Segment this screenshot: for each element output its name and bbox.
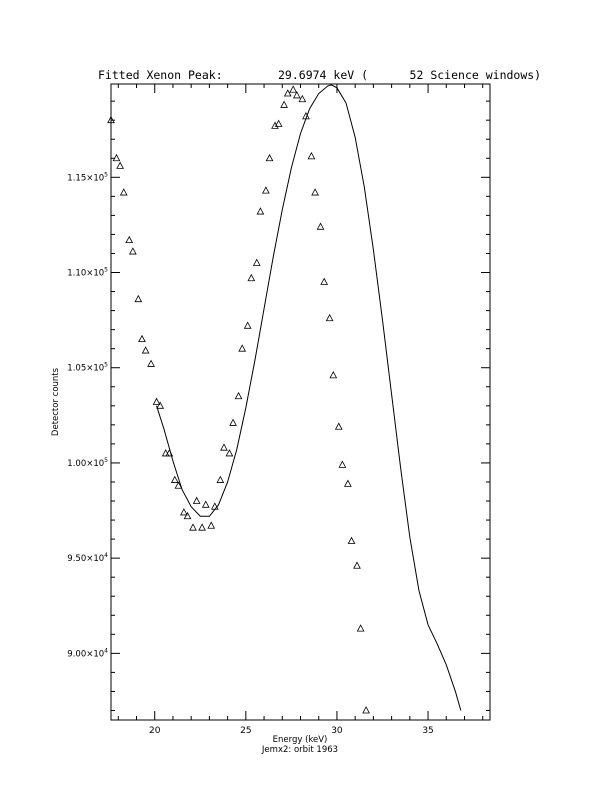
data-point — [190, 524, 196, 530]
axis-ticks — [111, 84, 490, 720]
data-point — [266, 155, 272, 161]
x-tick-label: 30 — [331, 726, 343, 736]
data-point — [294, 92, 300, 98]
data-point — [312, 189, 318, 195]
data-point — [248, 275, 254, 281]
data-point — [299, 96, 305, 102]
data-point — [345, 480, 351, 486]
chart-title: Fitted Xenon Peak: 29.6974 keV ( 52 Science windows) — [98, 68, 542, 82]
data-point — [130, 248, 136, 254]
data-point — [172, 477, 178, 483]
data-point — [184, 513, 190, 519]
y-tick-label: $9.00\times 10^4$ — [67, 647, 108, 660]
data-point — [221, 444, 227, 450]
data-point — [330, 372, 336, 378]
data-point — [181, 509, 187, 515]
data-point — [135, 296, 141, 302]
data-point — [148, 360, 154, 366]
x-axis-label: Energy (keV) — [272, 735, 328, 745]
chart-caption: Jemx2: orbit 1963 — [261, 745, 339, 755]
y-tick-label: $9.50\times 10^4$ — [67, 552, 108, 565]
y-tick-label: $1.10\times 10^5$ — [67, 266, 108, 279]
data-point — [285, 90, 291, 96]
data-point — [153, 399, 159, 405]
data-point — [290, 86, 296, 92]
data-point — [226, 450, 232, 456]
y-tick-labels — [67, 171, 108, 659]
data-point — [336, 423, 342, 429]
data-point — [208, 522, 214, 528]
y-axis-label: Detector counts — [51, 367, 61, 437]
plot-frame — [111, 84, 490, 720]
data-point — [281, 101, 287, 107]
fit-curve — [157, 85, 461, 711]
data-point — [126, 237, 132, 243]
x-tick-label: 20 — [149, 726, 161, 736]
data-point — [230, 419, 236, 425]
data-point — [321, 279, 327, 285]
data-point — [142, 347, 148, 353]
data-point — [363, 707, 369, 713]
data-point — [357, 625, 363, 631]
data-point — [308, 153, 314, 159]
data-point — [354, 562, 360, 568]
x-tick-label: 25 — [240, 726, 252, 736]
fit-line — [157, 85, 461, 711]
data-point — [193, 498, 199, 504]
data-point — [263, 187, 269, 193]
data-points — [108, 86, 369, 713]
data-point — [239, 345, 245, 351]
data-point — [339, 461, 345, 467]
data-point — [217, 477, 223, 483]
data-point — [157, 402, 163, 408]
data-point — [121, 189, 127, 195]
data-point — [117, 162, 123, 168]
data-point — [139, 336, 145, 342]
y-tick-label: $1.00\times 10^5$ — [67, 456, 108, 469]
x-tick-label: 35 — [422, 726, 434, 736]
y-tick-label: $1.05\times 10^5$ — [67, 361, 108, 374]
data-point — [317, 223, 323, 229]
data-point — [244, 322, 250, 328]
data-point — [348, 538, 354, 544]
data-point — [199, 524, 205, 530]
data-point — [235, 393, 241, 399]
data-point — [257, 208, 263, 214]
data-point — [203, 501, 209, 507]
data-point — [326, 315, 332, 321]
data-point — [254, 259, 260, 265]
y-tick-label: $1.15\times 10^5$ — [67, 171, 108, 184]
